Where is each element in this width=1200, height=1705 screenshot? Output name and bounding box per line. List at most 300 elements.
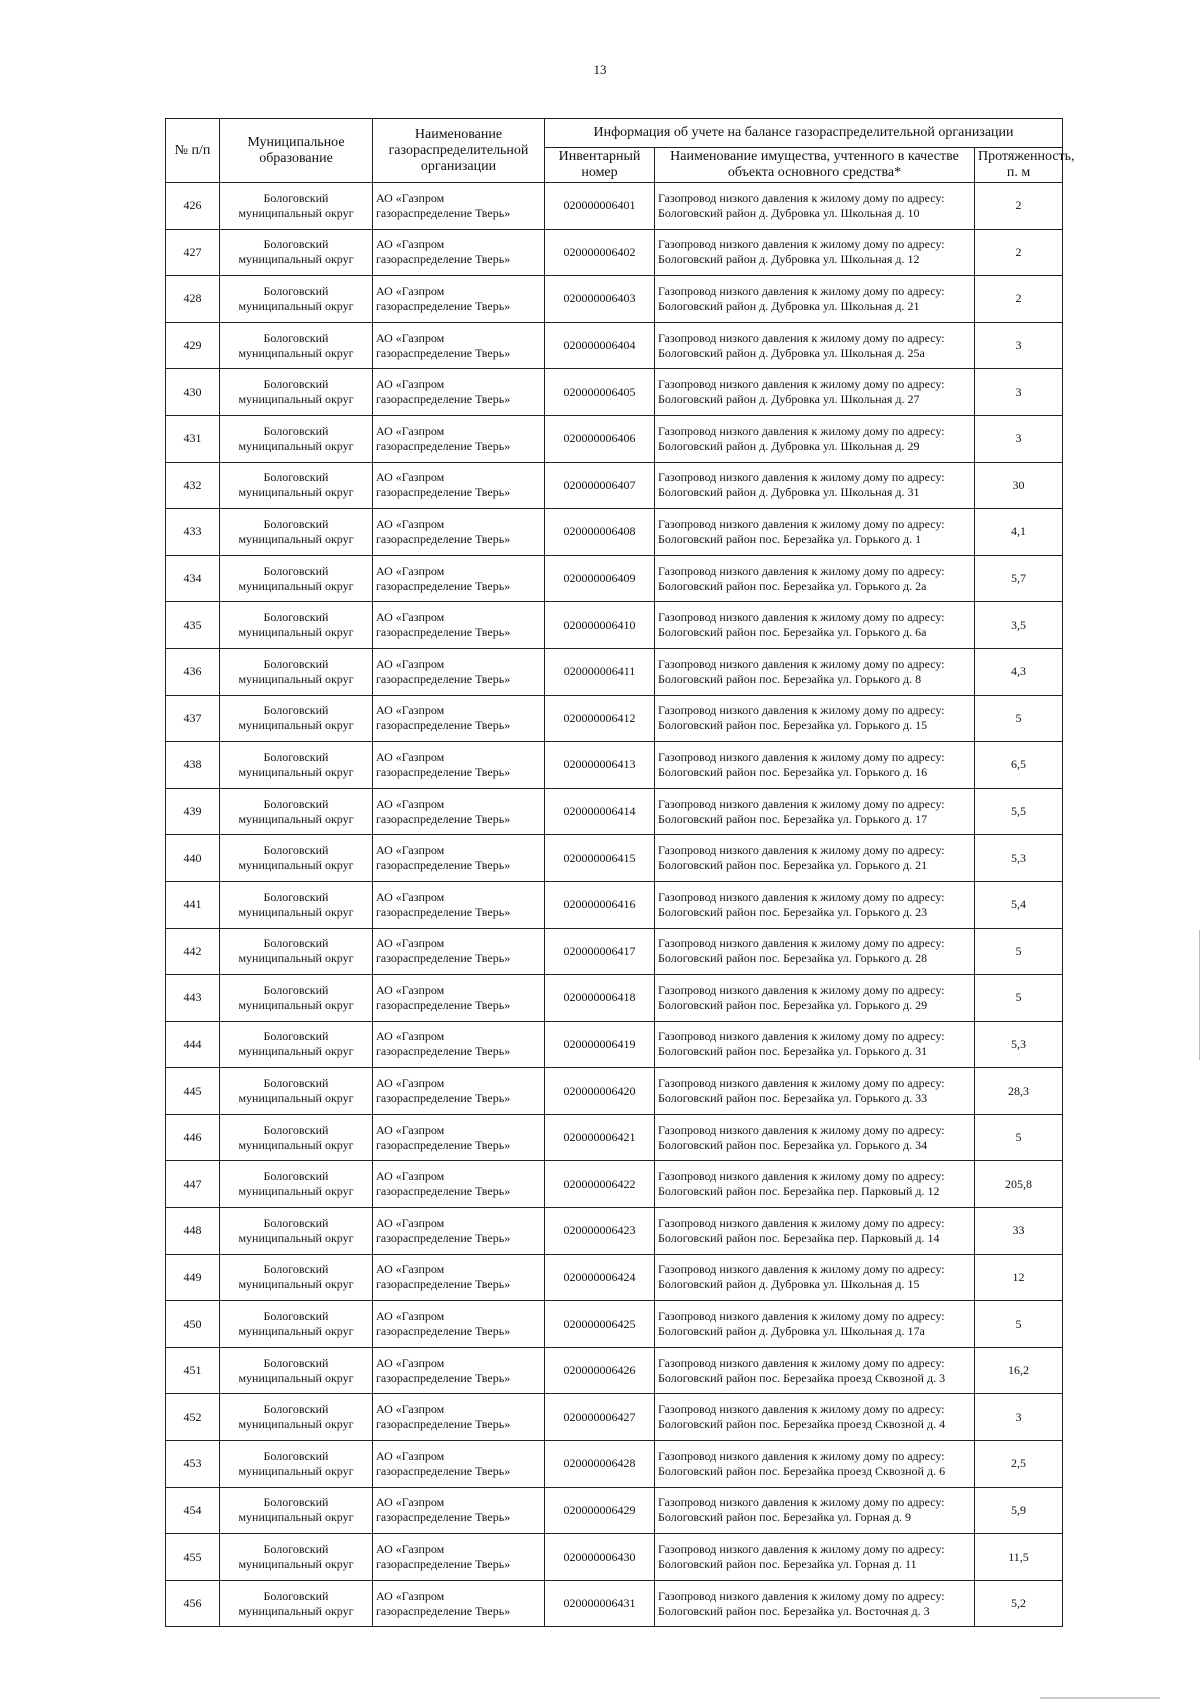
municipality-cell <box>220 928 373 975</box>
table-row <box>166 1487 1063 1534</box>
object-name-line-1: Газопровод низкого давления к жилому дому по адресу: <box>658 470 945 485</box>
municipality-cell <box>220 742 373 789</box>
length-value: 5 <box>975 1114 1063 1161</box>
object-name <box>655 1021 975 1068</box>
table-row <box>166 1114 1063 1161</box>
row-number: 444 <box>166 1021 220 1068</box>
inventory-number: 020000006422 <box>545 1161 655 1208</box>
municipality-cell <box>220 1534 373 1581</box>
length-value: 2 <box>975 276 1063 323</box>
organization-cell <box>373 835 545 882</box>
length-value: 4,1 <box>975 509 1063 556</box>
organization-cell-line-2: газораспределение Тверь» <box>376 625 511 640</box>
municipality-cell <box>220 1580 373 1627</box>
organization-cell-line-1: АО «Газпром <box>376 749 445 764</box>
length-value: 5,2 <box>975 1580 1063 1627</box>
object-name-line-2: Бологовский район д. Дубровка ул. Школьная д. 10 <box>658 205 920 220</box>
municipality-cell-line-2: муниципальный округ <box>238 1184 354 1199</box>
organization-cell-line-2: газораспределение Тверь» <box>376 1044 511 1059</box>
municipality-cell <box>220 788 373 835</box>
page-number: 13 <box>593 62 607 77</box>
municipality-cell-line-1: Бологовский <box>263 982 329 997</box>
organization-cell-line-1: АО «Газпром <box>376 470 445 485</box>
object-name-line-2: Бологовский район пос. Березайка ул. Горького д. 1 <box>658 531 922 546</box>
municipality-cell-line-1: Бологовский <box>263 703 329 718</box>
organization-cell-line-2: газораспределение Тверь» <box>376 485 511 500</box>
inventory-number: 020000006405 <box>545 369 655 416</box>
table-row <box>166 1441 1063 1488</box>
object-name-line-1: Газопровод низкого давления к жилому дому по адресу: <box>658 1309 945 1324</box>
row-number: 456 <box>166 1580 220 1627</box>
municipality-cell <box>220 322 373 369</box>
inventory-number: 020000006409 <box>545 555 655 602</box>
municipality-cell-line-2: муниципальный округ <box>238 1603 354 1618</box>
organization-cell-line-2: газораспределение Тверь» <box>376 951 511 966</box>
length-value: 2 <box>975 229 1063 276</box>
municipality-cell <box>220 276 373 323</box>
object-name <box>655 509 975 556</box>
inventory-number: 020000006430 <box>545 1534 655 1581</box>
organization-cell-line-1: АО «Газпром <box>376 190 445 205</box>
row-number: 446 <box>166 1114 220 1161</box>
municipality-cell-line-1: Бологовский <box>263 889 329 904</box>
municipality-cell-line-1: Бологовский <box>263 1355 329 1370</box>
inventory-number: 020000006408 <box>545 509 655 556</box>
organization-cell-line-2: газораспределение Тверь» <box>376 1557 511 1572</box>
table-row <box>166 648 1063 695</box>
object-name-line-2: Бологовский район д. Дубровка ул. Школьная д. 17а <box>658 1324 925 1339</box>
table-row <box>166 742 1063 789</box>
inventory-number: 020000006419 <box>545 1021 655 1068</box>
object-name <box>655 1441 975 1488</box>
object-name-line-2: Бологовский район д. Дубровка ул. Школьная д. 29 <box>658 438 920 453</box>
organization-cell <box>373 788 545 835</box>
inventory-number: 020000006415 <box>545 835 655 882</box>
object-name-line-2: Бологовский район д. Дубровка ул. Школьная д. 12 <box>658 252 920 267</box>
scan-bottom-mark <box>1040 1697 1160 1699</box>
object-name <box>655 1347 975 1394</box>
municipality-cell-line-2: муниципальный округ <box>238 438 354 453</box>
header-inventory: Инвентарный номер <box>545 148 655 183</box>
municipality-cell-line-1: Бологовский <box>263 237 329 252</box>
organization-cell-line-1: АО «Газпром <box>376 1076 445 1091</box>
row-number: 448 <box>166 1208 220 1255</box>
row-number: 450 <box>166 1301 220 1348</box>
object-name-line-2: Бологовский район пос. Березайка проезд Сквозной д. 3 <box>658 1370 946 1385</box>
municipality-cell <box>220 183 373 230</box>
length-value: 16,2 <box>975 1347 1063 1394</box>
object-name-line-1: Газопровод низкого давления к жилому дому по адресу: <box>658 563 945 578</box>
row-number: 442 <box>166 928 220 975</box>
object-name <box>655 881 975 928</box>
length-value: 3 <box>975 369 1063 416</box>
municipality-cell-line-1: Бологовский <box>263 610 329 625</box>
length-value: 30 <box>975 462 1063 509</box>
object-name-line-2: Бологовский район д. Дубровка ул. Школьная д. 31 <box>658 485 920 500</box>
object-name-line-1: Газопровод низкого давления к жилому дому по адресу: <box>658 1076 945 1091</box>
organization-cell <box>373 509 545 556</box>
length-value: 3 <box>975 1394 1063 1441</box>
organization-cell-line-2: газораспределение Тверь» <box>376 1091 511 1106</box>
organization-cell-line-2: газораспределение Тверь» <box>376 1510 511 1525</box>
object-name <box>655 183 975 230</box>
table-header <box>166 119 1075 183</box>
object-name-line-1: Газопровод низкого давления к жилому дому по адресу: <box>658 1448 945 1463</box>
municipality-cell-line-2: муниципальный округ <box>238 1463 354 1478</box>
object-name-line-2: Бологовский район д. Дубровка ул. Школьная д. 27 <box>658 392 920 407</box>
object-name-line-1: Газопровод низкого давления к жилому дому по адресу: <box>658 843 945 858</box>
inventory-number: 020000006412 <box>545 695 655 742</box>
row-number: 439 <box>166 788 220 835</box>
object-name-line-2: Бологовский район пос. Березайка ул. Горького д. 34 <box>658 1137 928 1152</box>
table-row <box>166 881 1063 928</box>
object-name-line-1: Газопровод низкого давления к жилому дому по адресу: <box>658 610 945 625</box>
municipality-cell-line-2: муниципальный округ <box>238 1417 354 1432</box>
municipality-cell-line-1: Бологовский <box>263 749 329 764</box>
municipality-cell <box>220 695 373 742</box>
object-name-line-1: Газопровод низкого давления к жилому дому по адресу: <box>658 1122 945 1137</box>
object-name-line-2: Бологовский район пос. Березайка ул. Горького д. 17 <box>658 811 928 826</box>
object-name-line-2: Бологовский район пос. Березайка ул. Горького д. 28 <box>658 951 928 966</box>
municipality-cell <box>220 229 373 276</box>
length-value: 5,9 <box>975 1487 1063 1534</box>
organization-cell-line-2: газораспределение Тверь» <box>376 1230 511 1245</box>
municipality-cell <box>220 1347 373 1394</box>
inventory-number: 020000006411 <box>545 648 655 695</box>
row-number: 440 <box>166 835 220 882</box>
organization-cell-line-1: АО «Газпром <box>376 1495 445 1510</box>
organization-cell-line-1: АО «Газпром <box>376 283 445 298</box>
object-name-line-1: Газопровод низкого давления к жилому дому по адресу: <box>658 703 945 718</box>
table-row <box>166 322 1063 369</box>
organization-cell <box>373 229 545 276</box>
inventory-number: 020000006420 <box>545 1068 655 1115</box>
organization-cell <box>373 322 545 369</box>
municipality-cell-line-1: Бологовский <box>263 1122 329 1137</box>
object-name <box>655 928 975 975</box>
municipality-cell <box>220 1394 373 1441</box>
object-name <box>655 975 975 1022</box>
organization-cell <box>373 1580 545 1627</box>
organization-cell <box>373 1068 545 1115</box>
inventory-number: 020000006426 <box>545 1347 655 1394</box>
organization-cell-line-1: АО «Газпром <box>376 516 445 531</box>
municipality-cell-line-2: муниципальный округ <box>238 671 354 686</box>
object-name-line-1: Газопровод низкого давления к жилому дому по адресу: <box>658 190 945 205</box>
municipality-cell-line-2: муниципальный округ <box>238 1324 354 1339</box>
table-row <box>166 276 1063 323</box>
object-name <box>655 788 975 835</box>
organization-cell-line-2: газораспределение Тверь» <box>376 1370 511 1385</box>
inventory-number: 020000006421 <box>545 1114 655 1161</box>
row-number: 431 <box>166 415 220 462</box>
object-name-line-2: Бологовский район пос. Березайка ул. Горького д. 21 <box>658 858 928 873</box>
inventory-number: 020000006413 <box>545 742 655 789</box>
organization-cell-line-1: АО «Газпром <box>376 1262 445 1277</box>
municipality-cell <box>220 462 373 509</box>
municipality-cell-line-2: муниципальный округ <box>238 904 354 919</box>
municipality-cell <box>220 975 373 1022</box>
organization-cell-line-2: газораспределение Тверь» <box>376 438 511 453</box>
organization-cell-line-2: газораспределение Тверь» <box>376 1324 511 1339</box>
inventory-number: 020000006424 <box>545 1254 655 1301</box>
row-number: 437 <box>166 695 220 742</box>
object-name <box>655 415 975 462</box>
municipality-cell-line-2: муниципальный округ <box>238 578 354 593</box>
length-value: 3 <box>975 415 1063 462</box>
organization-cell-line-2: газораспределение Тверь» <box>376 345 511 360</box>
row-number: 432 <box>166 462 220 509</box>
municipality-cell-line-2: муниципальный округ <box>238 811 354 826</box>
organization-cell-line-2: газораспределение Тверь» <box>376 904 511 919</box>
municipality-cell <box>220 835 373 882</box>
object-name-line-1: Газопровод низкого давления к жилому дому по адресу: <box>658 1588 945 1603</box>
length-value: 2 <box>975 183 1063 230</box>
municipality-cell-line-1: Бологовский <box>263 377 329 392</box>
header-municipality: Муниципальное образование <box>220 119 373 183</box>
municipality-cell-line-1: Бологовский <box>263 1309 329 1324</box>
organization-cell <box>373 1254 545 1301</box>
table-row <box>166 1580 1063 1627</box>
inventory-number: 020000006431 <box>545 1580 655 1627</box>
object-name-line-2: Бологовский район пос. Березайка ул. Горького д. 29 <box>658 997 928 1012</box>
municipality-cell-line-2: муниципальный округ <box>238 531 354 546</box>
object-name <box>655 1254 975 1301</box>
header-org: Наименование газораспределительной организации <box>373 119 545 183</box>
length-value: 4,3 <box>975 648 1063 695</box>
municipality-cell-line-1: Бологовский <box>263 1169 329 1184</box>
organization-cell-line-2: газораспределение Тверь» <box>376 671 511 686</box>
table-row <box>166 1208 1063 1255</box>
length-value: 5,7 <box>975 555 1063 602</box>
inventory-number: 020000006414 <box>545 788 655 835</box>
length-value: 5 <box>975 1301 1063 1348</box>
object-name-line-2: Бологовский район пос. Березайка ул. Горького д. 16 <box>658 764 928 779</box>
organization-cell-line-2: газораспределение Тверь» <box>376 392 511 407</box>
object-name <box>655 742 975 789</box>
object-name-line-2: Бологовский район пос. Березайка ул. Горького д. 31 <box>658 1044 928 1059</box>
municipality-cell <box>220 1301 373 1348</box>
municipality-cell <box>220 1487 373 1534</box>
table-row <box>166 1068 1063 1115</box>
object-name-line-1: Газопровод низкого давления к жилому дому по адресу: <box>658 1355 945 1370</box>
object-name <box>655 695 975 742</box>
organization-cell-line-2: газораспределение Тверь» <box>376 764 511 779</box>
organization-cell <box>373 1114 545 1161</box>
object-name <box>655 1487 975 1534</box>
table-body <box>166 183 1063 1627</box>
municipality-cell-line-1: Бологовский <box>263 656 329 671</box>
row-number: 428 <box>166 276 220 323</box>
municipality-cell-line-2: муниципальный округ <box>238 1510 354 1525</box>
organization-cell-line-2: газораспределение Тверь» <box>376 1137 511 1152</box>
row-number: 454 <box>166 1487 220 1534</box>
organization-cell <box>373 1534 545 1581</box>
organization-cell-line-1: АО «Газпром <box>376 1588 445 1603</box>
object-name-line-2: Бологовский район пос. Березайка ул. Восточная д. 3 <box>658 1603 930 1618</box>
table-row <box>166 835 1063 882</box>
length-value: 5,4 <box>975 881 1063 928</box>
object-name <box>655 602 975 649</box>
table-row <box>166 695 1063 742</box>
municipality-cell <box>220 555 373 602</box>
object-name-line-1: Газопровод низкого давления к жилому дому по адресу: <box>658 749 945 764</box>
object-name-line-2: Бологовский район пос. Березайка ул. Горького д. 15 <box>658 718 928 733</box>
organization-cell-line-2: газораспределение Тверь» <box>376 531 511 546</box>
row-number: 443 <box>166 975 220 1022</box>
length-value: 205,8 <box>975 1161 1063 1208</box>
organization-cell <box>373 1487 545 1534</box>
municipality-cell-line-2: муниципальный округ <box>238 625 354 640</box>
object-name <box>655 1208 975 1255</box>
table-row <box>166 369 1063 416</box>
object-name <box>655 462 975 509</box>
length-value: 5,5 <box>975 788 1063 835</box>
object-name-line-1: Газопровод низкого давления к жилому дому по адресу: <box>658 377 945 392</box>
object-name-line-2: Бологовский район пос. Березайка ул. Горная д. 9 <box>658 1510 912 1525</box>
organization-cell-line-1: АО «Газпром <box>376 1169 445 1184</box>
inventory-number: 020000006410 <box>545 602 655 649</box>
object-name-line-2: Бологовский район пос. Березайка пер. Парковый д. 12 <box>658 1184 940 1199</box>
table-row <box>166 509 1063 556</box>
municipality-cell <box>220 1021 373 1068</box>
inventory-number: 020000006423 <box>545 1208 655 1255</box>
table-row <box>166 1254 1063 1301</box>
organization-cell-line-2: газораспределение Тверь» <box>376 1184 511 1199</box>
municipality-cell-line-2: муниципальный округ <box>238 1044 354 1059</box>
organization-cell-line-1: АО «Газпром <box>376 1029 445 1044</box>
municipality-cell-line-2: муниципальный округ <box>238 858 354 873</box>
organization-cell <box>373 462 545 509</box>
municipality-cell <box>220 1208 373 1255</box>
row-number: 438 <box>166 742 220 789</box>
organization-cell <box>373 183 545 230</box>
length-value: 5 <box>975 975 1063 1022</box>
table-row <box>166 928 1063 975</box>
object-name-line-2: Бологовский район пос. Березайка проезд Сквозной д. 6 <box>658 1463 946 1478</box>
row-number: 427 <box>166 229 220 276</box>
organization-cell <box>373 602 545 649</box>
organization-cell-line-1: АО «Газпром <box>376 1448 445 1463</box>
object-name <box>655 229 975 276</box>
length-value: 11,5 <box>975 1534 1063 1581</box>
municipality-cell-line-1: Бологовский <box>263 1402 329 1417</box>
object-name-line-2: Бологовский район пос. Березайка ул. Горького д. 8 <box>658 671 922 686</box>
object-name-line-1: Газопровод низкого давления к жилому дому по адресу: <box>658 936 945 951</box>
municipality-cell-line-1: Бологовский <box>263 1076 329 1091</box>
municipality-cell <box>220 1161 373 1208</box>
organization-cell-line-2: газораспределение Тверь» <box>376 1603 511 1618</box>
organization-cell-line-1: АО «Газпром <box>376 796 445 811</box>
object-name <box>655 835 975 882</box>
municipality-cell <box>220 1068 373 1115</box>
object-name-line-2: Бологовский район пос. Березайка проезд Сквозной д. 4 <box>658 1417 946 1432</box>
municipality-cell <box>220 1441 373 1488</box>
inventory-number: 020000006418 <box>545 975 655 1022</box>
organization-cell <box>373 1021 545 1068</box>
organization-cell <box>373 1161 545 1208</box>
organization-cell-line-2: газораспределение Тверь» <box>376 1277 511 1292</box>
object-name <box>655 555 975 602</box>
object-name-line-2: Бологовский район пос. Березайка ул. Горького д. 23 <box>658 904 928 919</box>
object-name-line-1: Газопровод низкого давления к жилому дому по адресу: <box>658 656 945 671</box>
organization-cell <box>373 1347 545 1394</box>
municipality-cell-line-1: Бологовский <box>263 470 329 485</box>
organization-cell <box>373 1208 545 1255</box>
table-row <box>166 1301 1063 1348</box>
length-value: 5 <box>975 695 1063 742</box>
object-name-line-1: Газопровод низкого давления к жилому дому по адресу: <box>658 1402 945 1417</box>
object-name-line-1: Газопровод низкого давления к жилому дому по адресу: <box>658 982 945 997</box>
table-row <box>166 462 1063 509</box>
organization-cell-line-2: газораспределение Тверь» <box>376 718 511 733</box>
organization-cell-line-1: АО «Газпром <box>376 936 445 951</box>
object-name-line-1: Газопровод низкого давления к жилому дому по адресу: <box>658 889 945 904</box>
organization-cell-line-1: АО «Газпром <box>376 1215 445 1230</box>
object-name-line-1: Газопровод низкого давления к жилому дому по адресу: <box>658 1029 945 1044</box>
length-value: 28,3 <box>975 1068 1063 1115</box>
object-name-line-2: Бологовский район пос. Березайка ул. Горького д. 6а <box>658 625 927 640</box>
organization-cell-line-2: газораспределение Тверь» <box>376 811 511 826</box>
organization-cell-line-1: АО «Газпром <box>376 563 445 578</box>
inventory-number: 020000006401 <box>545 183 655 230</box>
organization-cell-line-2: газораспределение Тверь» <box>376 1463 511 1478</box>
object-name-line-2: Бологовский район пос. Березайка пер. Парковый д. 14 <box>658 1230 940 1245</box>
inventory-number: 020000006406 <box>545 415 655 462</box>
municipality-cell-line-2: муниципальный округ <box>238 718 354 733</box>
municipality-cell-line-2: муниципальный округ <box>238 1230 354 1245</box>
organization-cell-line-2: газораспределение Тверь» <box>376 205 511 220</box>
length-value: 3 <box>975 322 1063 369</box>
municipality-cell-line-1: Бологовский <box>263 563 329 578</box>
organization-cell-line-1: АО «Газпром <box>376 1542 445 1557</box>
object-name-line-1: Газопровод низкого давления к жилому дому по адресу: <box>658 1169 945 1184</box>
object-name-line-2: Бологовский район д. Дубровка ул. Школьная д. 25а <box>658 345 925 360</box>
table-row <box>166 1161 1063 1208</box>
row-number: 455 <box>166 1534 220 1581</box>
header-num: № п/п <box>166 119 220 183</box>
row-number: 435 <box>166 602 220 649</box>
municipality-cell-line-2: муниципальный округ <box>238 252 354 267</box>
municipality-cell-line-2: муниципальный округ <box>238 205 354 220</box>
organization-cell <box>373 695 545 742</box>
municipality-cell <box>220 1114 373 1161</box>
municipality-cell-line-2: муниципальный округ <box>238 345 354 360</box>
table-row <box>166 602 1063 649</box>
municipality-cell-line-1: Бологовский <box>263 516 329 531</box>
table-row <box>166 788 1063 835</box>
municipality-cell <box>220 602 373 649</box>
length-value: 2,5 <box>975 1441 1063 1488</box>
row-number: 430 <box>166 369 220 416</box>
object-name-line-2: Бологовский район пос. Березайка ул. Горная д. 11 <box>658 1557 917 1572</box>
length-value: 3,5 <box>975 602 1063 649</box>
municipality-cell <box>220 369 373 416</box>
organization-cell <box>373 648 545 695</box>
municipality-cell-line-1: Бологовский <box>263 1029 329 1044</box>
object-name-line-1: Газопровод низкого давления к жилому дому по адресу: <box>658 1495 945 1510</box>
organization-cell-line-1: АО «Газпром <box>376 330 445 345</box>
header-object: Наименование имущества, учтенного в качестве объекта основного средства* <box>655 148 975 183</box>
organization-cell-line-1: АО «Газпром <box>376 1309 445 1324</box>
municipality-cell-line-2: муниципальный округ <box>238 1137 354 1152</box>
municipality-cell-line-1: Бологовский <box>263 190 329 205</box>
row-number: 434 <box>166 555 220 602</box>
inventory-number: 020000006403 <box>545 276 655 323</box>
municipality-cell-line-2: муниципальный округ <box>238 1370 354 1385</box>
municipality-cell-line-2: муниципальный округ <box>238 485 354 500</box>
organization-cell <box>373 1394 545 1441</box>
